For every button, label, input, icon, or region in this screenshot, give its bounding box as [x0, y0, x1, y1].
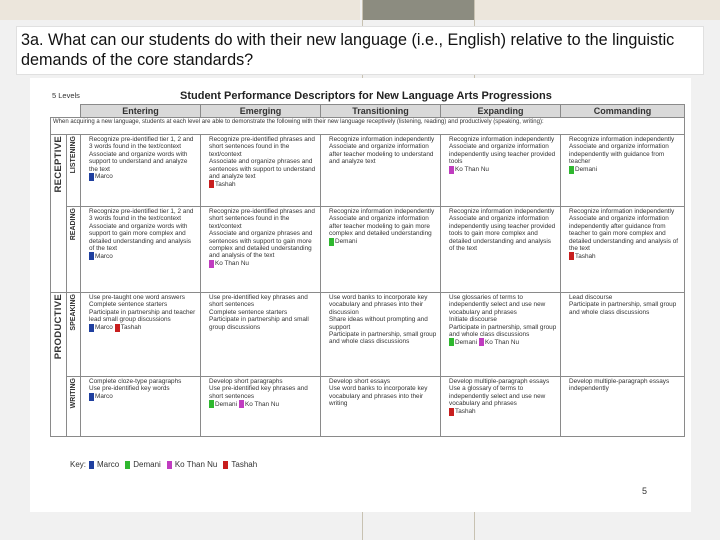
student-markers — [563, 166, 682, 176]
key-swatch — [89, 461, 94, 469]
student-color-swatch — [209, 180, 214, 188]
student-marker — [89, 324, 113, 332]
level-header-commanding: Commanding — [561, 105, 685, 118]
descriptor-item: • Associate and organize words with support to gain more complex and detailed understanding and analysis of the text — [89, 223, 198, 253]
student-markers — [443, 408, 558, 418]
descriptor-item: • Use pre-identified key phrases and short sentences — [209, 294, 318, 309]
top-band-right — [474, 0, 720, 20]
student-markers — [203, 260, 318, 270]
intro-text: When acquiring a new language, students at each level are able to demonstrate the following with their new language receptively (listening, reading) and productively (speaking, writing): — [51, 118, 685, 135]
descriptor-item: • Recognize information independently — [329, 136, 438, 143]
student-color-swatch — [209, 400, 214, 408]
descriptor-item: • Develop multiple-paragraph essays independently — [569, 378, 682, 393]
key-student-name: Marco — [97, 460, 120, 469]
key-swatch — [125, 461, 130, 469]
student-name: Tashah — [455, 407, 476, 415]
levels-header-row — [51, 105, 685, 118]
descriptor-item: • Associate and organize information independently using teacher provided tools — [449, 143, 558, 165]
descriptor-item: • Use glossaries of terms to independently select and use new vocabulary and phrases — [449, 294, 558, 316]
descriptor-item: • Use pre-identified key phrases and short sentences — [209, 385, 318, 400]
descriptors-table — [50, 104, 685, 437]
descriptor-item: • Use pre-identified key words — [89, 385, 198, 392]
descriptor-item: • Recognize pre-identified tier 1, 2 and 3 words found in the text/context — [89, 136, 198, 151]
group-label-receptive — [51, 135, 67, 293]
student-color-swatch — [449, 166, 454, 174]
descriptor-item: • Develop short paragraphs — [209, 378, 318, 385]
student-marker — [449, 166, 489, 174]
descriptor-item: • Associate and organize information after teacher modeling to gain more complex and detailed understanding — [329, 215, 438, 237]
student-color-swatch — [89, 173, 94, 181]
student-marker — [89, 252, 113, 260]
student-marker — [569, 252, 596, 260]
student-marker — [239, 400, 279, 408]
student-name: Tashah — [215, 180, 236, 188]
student-name: Demani — [455, 338, 478, 346]
descriptor-item: • Recognize information independently — [329, 208, 438, 215]
student-marker — [209, 180, 236, 188]
descriptor-item: • Participate in partnership, small group and whole class discussions — [569, 301, 682, 316]
descriptor-cell — [81, 207, 201, 293]
level-header-emerging: Emerging — [201, 105, 321, 118]
student-marker — [479, 338, 519, 346]
level-header-transitioning: Transitioning — [321, 105, 441, 118]
descriptor-item: • Associate and organize information after teacher modeling to understand and analyze text — [329, 143, 438, 165]
descriptor-item: • Initiate discourse — [449, 316, 558, 323]
descriptor-cell — [201, 207, 321, 293]
descriptor-cell — [561, 135, 685, 207]
descriptor-item: • Complete sentence starters — [209, 309, 318, 316]
student-name: Tashah — [120, 323, 142, 331]
descriptor-item: • Recognize information independently — [569, 208, 682, 215]
domain-text: LISTENING — [69, 136, 77, 174]
student-name: Demani — [575, 165, 598, 173]
descriptor-item: • Recognize pre-identified phrases and short sentences found in the text/context — [209, 136, 318, 158]
domain-label-writing — [67, 377, 81, 437]
descriptor-cell — [441, 207, 561, 293]
student-color-swatch — [569, 166, 574, 174]
descriptor-cell — [321, 207, 441, 293]
student-marker — [329, 238, 357, 246]
student-name: Marco — [95, 173, 113, 181]
row-speaking — [51, 293, 685, 377]
student-color-swatch — [239, 400, 244, 408]
descriptor-item: • Complete cloze-type paragraphs — [89, 378, 198, 385]
key-student-name: Demani — [133, 460, 161, 469]
student-markers — [323, 238, 438, 248]
student-marker — [209, 400, 237, 408]
student-name: Tashah — [575, 252, 596, 260]
student-color-swatch — [89, 324, 94, 332]
student-markers — [563, 252, 682, 262]
descriptor-item: • Use word banks to incorporate key vocabulary and phrases into their discussion — [329, 294, 438, 316]
student-color-swatch — [89, 393, 94, 401]
student-markers — [83, 173, 198, 183]
student-marker — [569, 166, 597, 174]
descriptor-item: • Recognize pre-identified tier 1, 2 and 3 words found in the text/context — [89, 208, 198, 223]
group-label-productive — [51, 293, 67, 437]
domain-text: WRITING — [69, 378, 77, 409]
student-name: Ko Than Nu — [485, 338, 520, 346]
student-color-swatch — [449, 338, 454, 346]
domain-text: SPEAKING — [69, 294, 77, 331]
domain-text: READING — [69, 208, 77, 241]
student-name: Marco — [95, 323, 113, 331]
student-markers — [443, 166, 558, 176]
level-header-entering: Entering — [81, 105, 201, 118]
student-marker — [115, 324, 142, 332]
key-label: Key: — [70, 460, 87, 469]
descriptor-item: • Recognize information independently — [569, 136, 682, 143]
descriptor-item: • Associate and organize phrases and sentences with support to gain more complex and detailed understanding and analysis of the text — [209, 230, 318, 260]
student-name: Ko Than Nu — [215, 260, 249, 268]
descriptor-item: • Recognize pre-identified phrases and short sentences found in the text/context — [209, 208, 318, 230]
key-swatch — [167, 461, 172, 469]
descriptor-item: • Share ideas without prompting and support — [329, 316, 438, 331]
descriptor-item: • Recognize information independently — [449, 136, 558, 143]
group-text: PRODUCTIVE — [52, 294, 64, 360]
descriptor-cell — [441, 135, 561, 207]
student-color-swatch — [479, 338, 484, 346]
descriptor-item: • Associate and organize phrases and sentences with support to understand and analyze text — [209, 158, 318, 180]
page-number: 5 — [642, 486, 648, 496]
student-markers — [83, 252, 198, 262]
descriptor-item: • Participate in partnership and small group discussions — [209, 316, 318, 331]
descriptor-item: • Use word banks to incorporate key vocabulary and phrases into their writing — [329, 385, 438, 407]
row-reading — [51, 207, 685, 293]
descriptor-item: • Participate in partnership, small group and whole class discussions — [329, 331, 438, 346]
student-markers — [83, 393, 198, 403]
document-title: Student Performance Descriptors for New Language Arts Progressions — [180, 90, 552, 102]
descriptor-cell — [321, 135, 441, 207]
descriptor-item: • Complete sentence starters — [89, 301, 198, 308]
student-name: Ko Than Nu — [455, 165, 489, 173]
student-markers — [203, 400, 318, 410]
key-swatch — [223, 461, 228, 469]
descriptor-item: • Use a glossary of terms to independently select and use new vocabulary and phrases — [449, 385, 558, 407]
descriptor-item: • Develop short essays — [329, 378, 438, 385]
descriptor-cell — [81, 135, 201, 207]
student-marker — [209, 260, 249, 268]
student-markers — [83, 324, 198, 334]
descriptor-cell — [561, 207, 685, 293]
domain-label-listening — [67, 135, 81, 207]
student-marker — [449, 408, 476, 416]
student-color-swatch — [209, 260, 214, 268]
top-band-left — [0, 0, 360, 20]
descriptor-item: • Use pre-taught one word answers — [89, 294, 198, 301]
descriptor-cell — [441, 377, 561, 437]
student-marker — [89, 173, 113, 181]
domain-label-reading — [67, 207, 81, 293]
group-text: RECEPTIVE — [52, 136, 64, 193]
descriptor-cell — [201, 377, 321, 437]
key-student-name: Tashah — [231, 460, 258, 469]
descriptor-cell — [321, 293, 441, 377]
student-name: Marco — [95, 252, 113, 260]
student-name: Demani — [335, 237, 358, 245]
descriptor-cell — [561, 293, 685, 377]
descriptor-item: • Develop multiple-paragraph essays — [449, 378, 558, 385]
descriptor-cell — [81, 377, 201, 437]
descriptor-cell — [201, 135, 321, 207]
document-image — [30, 78, 691, 512]
domain-label-speaking — [67, 293, 81, 377]
student-color-swatch — [449, 408, 454, 416]
level-header-expanding: Expanding — [441, 105, 561, 118]
descriptor-item: • Participate in partnership, small group and whole class discussions — [449, 324, 558, 339]
student-color-swatch — [329, 238, 334, 246]
descriptor-cell — [201, 293, 321, 377]
student-key — [70, 460, 260, 469]
descriptor-item: • Participate in partnership and teacher lead small group discussions — [89, 309, 198, 324]
descriptor-item: • Recognize information independently — [449, 208, 558, 215]
key-student-name: Ko Than Nu — [174, 460, 218, 469]
top-band-accent — [362, 0, 474, 20]
row-listening — [51, 135, 685, 207]
row-writing — [51, 377, 685, 437]
levels-caption: 5 Levels — [52, 91, 80, 100]
descriptor-cell — [81, 293, 201, 377]
student-color-swatch — [115, 324, 120, 332]
descriptor-item: • Associate and organize words with support to understand and analyze the text — [89, 151, 198, 173]
descriptor-item: • Associate and organize information independently with guidance from teacher — [569, 143, 682, 165]
descriptor-item: • Associate and organize information independently after guidance from teacher to gain more complex and detailed understanding and analysis of the text — [569, 215, 682, 252]
student-name: Marco — [95, 393, 113, 401]
student-color-swatch — [569, 252, 574, 260]
student-name: Ko Than Nu — [245, 400, 280, 408]
student-color-swatch — [89, 252, 94, 260]
descriptor-item: • Lead discourse — [569, 294, 682, 301]
header-spacer — [51, 105, 81, 118]
student-markers — [443, 338, 558, 348]
student-markers — [203, 180, 318, 190]
slide-title: 3a. What can our students do with their new language (i.e., English) relative to the linguistic demands of the core standards? — [16, 26, 704, 75]
descriptor-item: • Associate and organize information independently using teacher provided tools to gain more complex and detailed understanding and analysis of the text — [449, 215, 558, 252]
student-name: Demani — [215, 400, 238, 408]
student-marker — [89, 393, 113, 401]
descriptor-cell — [321, 377, 441, 437]
student-marker — [449, 338, 477, 346]
descriptor-cell — [441, 293, 561, 377]
descriptor-cell — [561, 377, 685, 437]
